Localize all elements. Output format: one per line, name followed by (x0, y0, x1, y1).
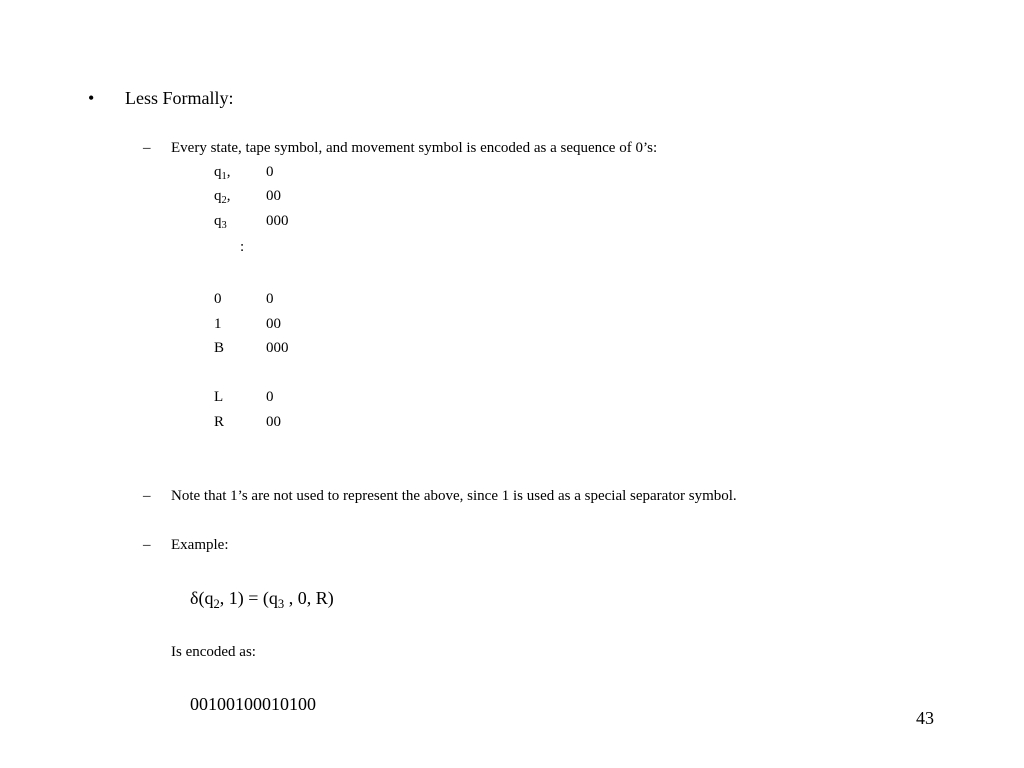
state-code: 000 (266, 213, 289, 229)
ellipsis-colon: : (240, 239, 245, 255)
move-symbol: L (214, 389, 224, 405)
subitem-encoding-description: Every state, tape symbol, and movement symbol is encoded as a sequence of 0’s: (171, 140, 658, 156)
state-code: 00 (266, 188, 281, 204)
tape-symbol: B (214, 340, 225, 356)
tape-symbol-code: 00 (266, 316, 281, 332)
state-code: 0 (266, 164, 274, 180)
subitem-example-label: Example: (171, 537, 229, 553)
dash-marker-2: – (143, 488, 151, 504)
bullet-heading: Less Formally: (125, 88, 234, 108)
tape-symbol-code: 0 (266, 291, 274, 307)
transition-formula: $\delta(q_2$, $1) = (q_3$ , 0, R) (190, 588, 334, 611)
dash-marker-3: – (143, 537, 151, 553)
subitem-separator-note: Note that 1’s are not used to represent the above, since 1 is used as a special separator symbol. (171, 488, 737, 504)
move-symbol: R (214, 414, 225, 430)
page-number: 43 (916, 708, 934, 728)
move-code: 0 (266, 389, 274, 405)
state-symbol: $q_2$, (214, 188, 231, 207)
move-code: 00 (266, 414, 281, 430)
tape-symbol: 0 (214, 291, 222, 307)
dash-marker-1: – (143, 140, 151, 156)
tape-symbol-code: 000 (266, 340, 289, 356)
bullet-marker: • (88, 88, 95, 108)
state-symbol: $q_1$, (214, 164, 231, 183)
state-symbol: $q_3$ (214, 213, 227, 232)
tape-symbol: 1 (214, 316, 222, 332)
encoded-value: 00100100010100 (190, 694, 316, 714)
encoded-as-label: Is encoded as: (171, 644, 256, 660)
